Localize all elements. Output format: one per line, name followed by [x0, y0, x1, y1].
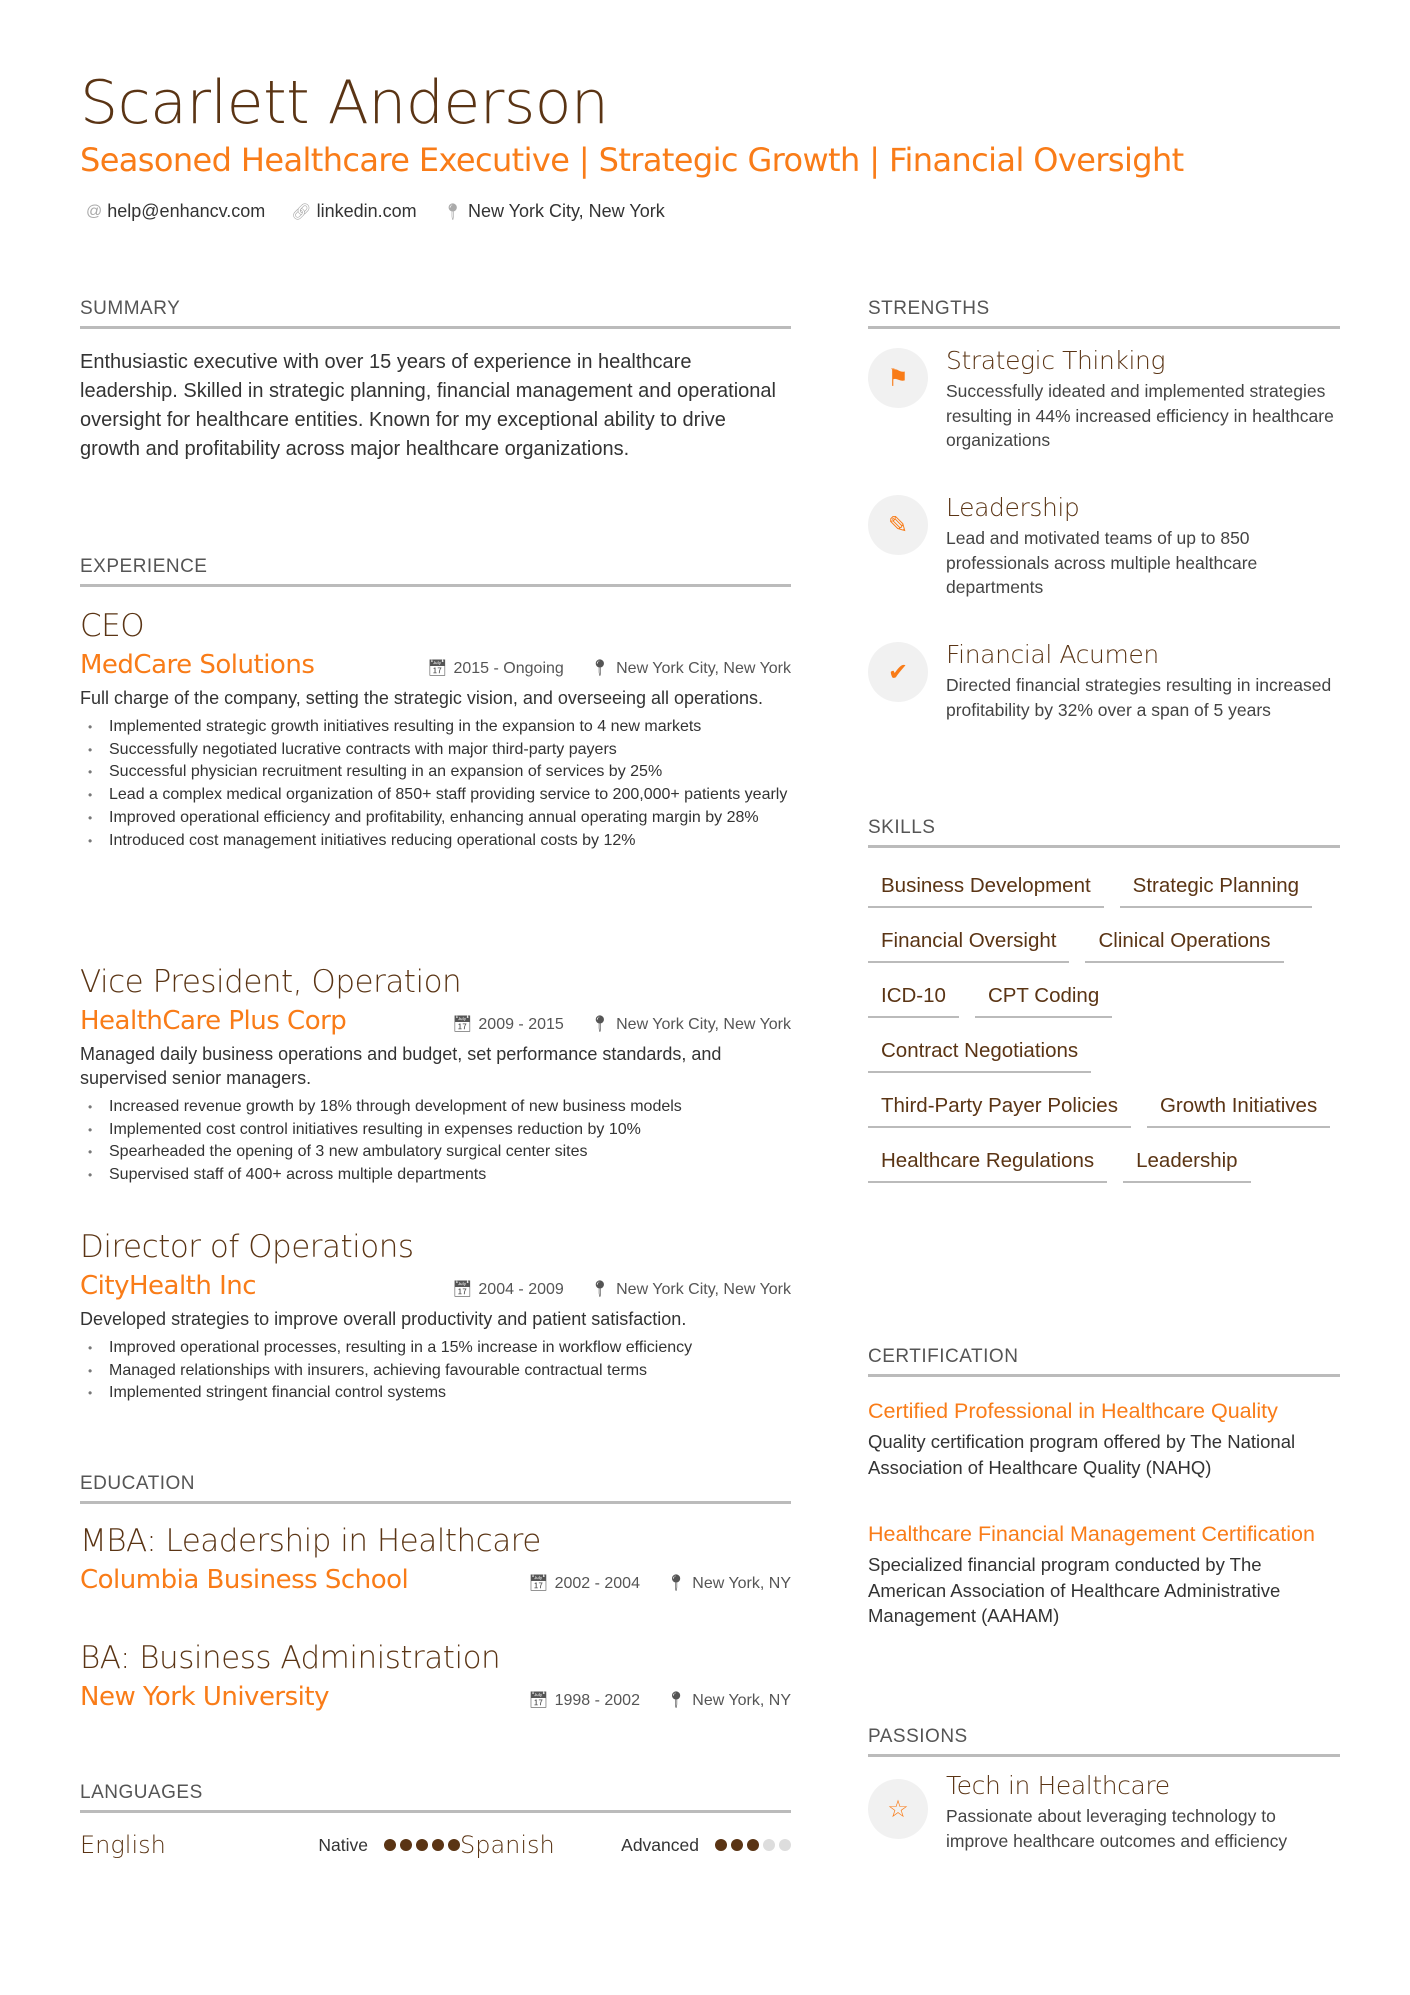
passion-item: [868, 1771, 1340, 1853]
meta: [427, 658, 791, 678]
section-heading: EXPERIENCE: [80, 556, 791, 587]
date-range: [528, 1573, 640, 1593]
headline: Seasoned Healthcare Executive | Strategic Growth | Financial Oversight: [80, 141, 1184, 179]
contact-email[interactable]: [86, 201, 265, 222]
skill-tag: Healthcare Regulations: [868, 1149, 1107, 1183]
location-text: New York, NY: [692, 1575, 791, 1592]
skill-tag: Third-Party Payer Policies: [868, 1094, 1131, 1128]
job-entry: [80, 1229, 791, 1405]
summary-section: [80, 298, 791, 464]
meta: [452, 1014, 791, 1034]
date-range: [452, 1014, 564, 1034]
achievement-item: • Increased revenue growth by 18% through development of new business models: [80, 1096, 791, 1119]
location-icon: 📍︎: [442, 203, 463, 221]
dates-text: 2009 - 2015: [478, 1016, 564, 1033]
achievement-item: • Supervised staff of 400+ across multiple departments: [80, 1164, 791, 1187]
section-heading: SKILLS: [868, 817, 1340, 848]
strength-item: [868, 348, 1340, 453]
location: [590, 1279, 791, 1299]
meta: [528, 1690, 791, 1710]
magic-wand-icon: ✎: [868, 495, 928, 555]
job-title: CEO: [80, 608, 145, 644]
location: [590, 1014, 791, 1034]
skill-tag: CPT Coding: [975, 984, 1112, 1018]
passion-desc: Passionate about leveraging technology to improve healthcare outcomes and efficiency: [946, 1806, 1288, 1851]
calendar-icon: 📅︎: [528, 1575, 549, 1592]
candidate-name: Scarlett Anderson: [80, 68, 609, 138]
link-icon: 🔗︎: [291, 203, 312, 221]
strength-desc: Directed financial strategies resulting in increased profitability by 32% over a span of 5 years: [946, 675, 1332, 720]
location-icon: 📍︎: [665, 1692, 687, 1709]
job-entry: [80, 608, 791, 852]
location-text: New York City, New York: [616, 1016, 791, 1033]
achievement-item: • Implemented stringent financial control systems: [80, 1382, 791, 1405]
language-item: [460, 1831, 791, 1859]
contact-info: [86, 201, 665, 222]
achievement-item: • Implemented strategic growth initiatives resulting in the expansion to 4 new markets: [80, 716, 791, 739]
school-name: Columbia Business School: [80, 1565, 409, 1595]
skill-tag: Strategic Planning: [1120, 874, 1312, 908]
job-title: Vice President, Operation: [80, 964, 462, 1000]
education-section: [80, 1473, 791, 1504]
date-range: [427, 658, 564, 678]
strength-title: Strategic Thinking: [946, 346, 1166, 375]
job-entry: [80, 964, 791, 1187]
meta: [528, 1573, 791, 1593]
summary-text: Enthusiastic executive with over 15 years of experience in healthcare leadership. Skilled in strategic planning, financial management and operational oversight for healthcare entities. Known for my exceptional ability to drive growth and profitability across major healthcare organizations.: [80, 351, 776, 460]
certification-item: [868, 1520, 1340, 1629]
skill-tag: Growth Initiatives: [1147, 1094, 1330, 1128]
cert-title: Healthcare Financial Management Certification: [868, 1522, 1315, 1546]
section-heading: LANGUAGES: [80, 1782, 791, 1813]
section-heading: EDUCATION: [80, 1473, 791, 1504]
achievement-item: • Lead a complex medical organization of 850+ staff providing service to 200,000+ patients yearly: [80, 784, 791, 807]
skill-tag: ICD-10: [868, 984, 959, 1018]
experience-section: [80, 556, 791, 587]
rating-dot: [384, 1839, 396, 1851]
proficiency-dots: [384, 1839, 460, 1851]
location-text: New York, NY: [692, 1692, 791, 1709]
rating-dot: [715, 1839, 727, 1851]
strength-desc: Lead and motivated teams of up to 850 professionals across multiple healthcare departments: [946, 528, 1258, 597]
contact-linkedin[interactable]: [291, 201, 416, 222]
job-title: Director of Operations: [80, 1229, 414, 1265]
passions-section: [868, 1726, 1340, 1853]
achievement-item: • Introduced cost management initiatives reducing operational costs by 12%: [80, 830, 791, 853]
location-icon: 📍︎: [589, 660, 611, 677]
rating-dot: [432, 1839, 444, 1851]
calendar-icon: 📅︎: [452, 1016, 473, 1033]
section-heading: PASSIONS: [868, 1726, 1340, 1757]
location-icon: 📍︎: [589, 1281, 611, 1298]
location-text: New York City, New York: [616, 1281, 791, 1298]
location: [666, 1573, 791, 1593]
rating-dot: [400, 1839, 412, 1851]
achievement-item: • Successfully negotiated lucrative contracts with major third-party payers: [80, 739, 791, 762]
achievements-list: [80, 1337, 791, 1405]
strength-item: [868, 642, 1340, 722]
calendar-icon: 📅︎: [528, 1692, 549, 1709]
degree: MBA: Leadership in Healthcare: [80, 1523, 541, 1559]
location: [590, 658, 791, 678]
skill-tag: Clinical Operations: [1085, 929, 1283, 963]
achievement-item: • Improved operational processes, resulting in a 15% increase in workflow efficiency: [80, 1337, 791, 1360]
rating-dot: [779, 1839, 791, 1851]
skill-tag: Leadership: [1123, 1149, 1250, 1183]
achievement-item: • Spearheaded the opening of 3 new ambulatory surgical center sites: [80, 1141, 791, 1164]
dates-text: 2004 - 2009: [478, 1281, 564, 1298]
job-description: Managed daily business operations and budget, set performance standards, and supervised senior managers.: [80, 1044, 722, 1088]
dates-text: 2015 - Ongoing: [453, 660, 564, 677]
contact-location: [443, 201, 665, 222]
passion-title: Tech in Healthcare: [946, 1771, 1170, 1800]
rating-dot: [448, 1839, 460, 1851]
meta: [452, 1279, 791, 1299]
strength-item: [868, 495, 1340, 600]
location-text: New York City, New York: [616, 660, 791, 677]
location-icon: 📍︎: [665, 1575, 687, 1592]
rating-dot: [747, 1839, 759, 1851]
calendar-icon: 📅︎: [452, 1281, 473, 1298]
date-range: [528, 1690, 640, 1710]
date-range: [452, 1279, 564, 1299]
job-description: Developed strategies to improve overall productivity and patient satisfaction.: [80, 1309, 687, 1329]
strength-desc: Successfully ideated and implemented strategies resulting in 44% increased efficiency in healthcare organizations: [946, 381, 1334, 450]
language-level: Native: [318, 1834, 368, 1855]
certification-item: [868, 1397, 1340, 1480]
certification-section: [868, 1346, 1340, 1629]
job-description: Full charge of the company, setting the strategic vision, and overseeing all operations.: [80, 688, 764, 708]
achievement-item: • Improved operational efficiency and profitability, enhancing annual operating margin by 28%: [80, 807, 791, 830]
star-icon: ☆: [868, 1779, 928, 1839]
skills-section: [868, 817, 1340, 1183]
email-text: help@enhancv.com: [107, 201, 266, 221]
rating-dot: [416, 1839, 428, 1851]
school-name: New York University: [80, 1682, 329, 1712]
education-entry: [80, 1523, 791, 1595]
skills-list: [868, 874, 1340, 1183]
education-entry: [80, 1640, 791, 1712]
cert-desc: Specialized financial program conducted by The American Association of Healthcare Administrative Management (AAHAM): [868, 1554, 1281, 1626]
section-heading: STRENGTHS: [868, 298, 1340, 329]
degree: BA: Business Administration: [80, 1640, 501, 1676]
company-name: MedCare Solutions: [80, 650, 315, 680]
linkedin-text: linkedin.com: [316, 201, 417, 221]
location-icon: 📍︎: [589, 1016, 611, 1033]
company-name: CityHealth Inc: [80, 1271, 257, 1301]
language-name: English: [80, 1831, 166, 1859]
check-icon: ✔: [868, 642, 928, 702]
rating-dot: [731, 1839, 743, 1851]
section-heading: SUMMARY: [80, 298, 791, 329]
dates-text: 1998 - 2002: [554, 1692, 640, 1709]
skill-tag: Business Development: [868, 874, 1104, 908]
proficiency-dots: [715, 1839, 791, 1851]
languages-list: [80, 1831, 791, 1859]
language-item: [80, 1831, 460, 1859]
company-name: HealthCare Plus Corp: [80, 1006, 347, 1036]
location-text: New York City, New York: [467, 201, 665, 221]
flag-icon: ⚑: [868, 348, 928, 408]
achievement-item: • Successful physician recruitment resulting in an expansion of services by 25%: [80, 761, 791, 784]
rating-dot: [763, 1839, 775, 1851]
calendar-icon: 📅︎: [427, 660, 448, 677]
section-heading: CERTIFICATION: [868, 1346, 1340, 1377]
strengths-section: [868, 298, 1340, 329]
cert-desc: Quality certification program offered by The National Association of Healthcare Quality (NAHQ): [868, 1431, 1296, 1478]
cert-title: Certified Professional in Healthcare Quality: [868, 1399, 1278, 1423]
language-name: Spanish: [460, 1831, 555, 1859]
skill-tag: Financial Oversight: [868, 929, 1069, 963]
achievement-item: • Implemented cost control initiatives resulting in expenses reduction by 10%: [80, 1119, 791, 1142]
location: [666, 1690, 791, 1710]
strength-title: Leadership: [946, 493, 1080, 522]
achievements-list: [80, 1096, 791, 1187]
at-icon: @: [86, 202, 103, 220]
skill-tag: Contract Negotiations: [868, 1039, 1091, 1073]
language-level: Advanced: [621, 1834, 699, 1855]
dates-text: 2002 - 2004: [554, 1575, 640, 1592]
achievements-list: [80, 716, 791, 852]
languages-section: [80, 1782, 791, 1859]
achievement-item: • Managed relationships with insurers, achieving favourable contractual terms: [80, 1360, 791, 1383]
strength-title: Financial Acumen: [946, 640, 1159, 669]
